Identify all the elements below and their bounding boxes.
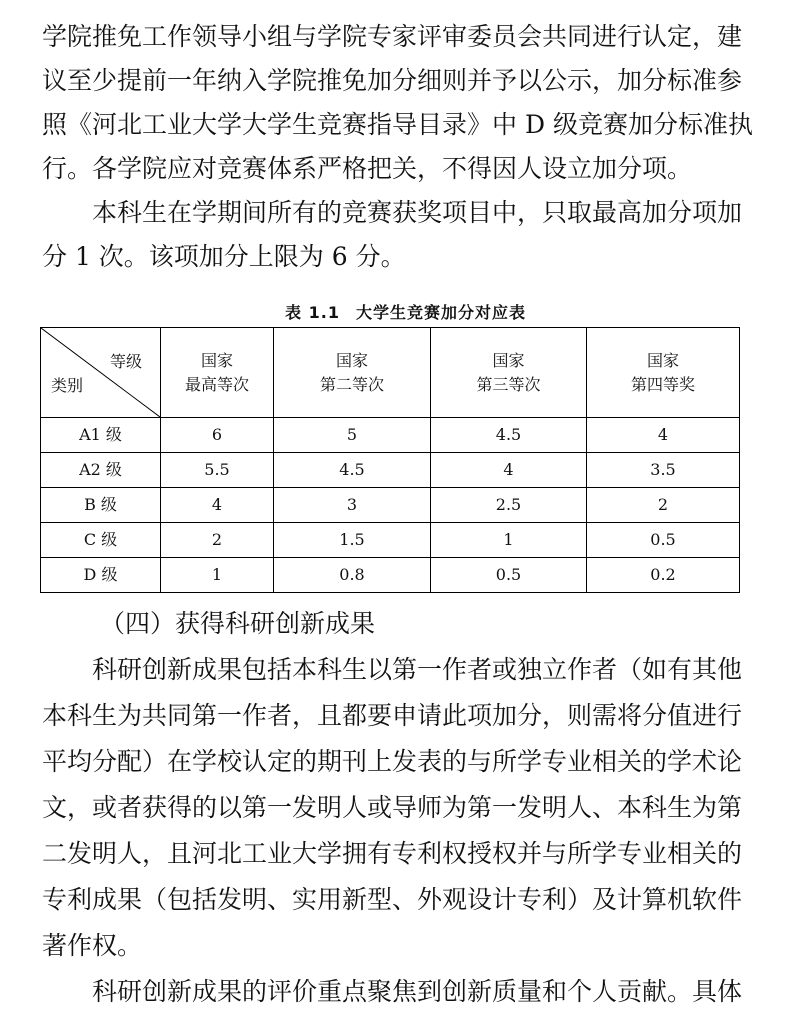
competition-score-table — [40, 327, 740, 593]
table-cell: 2 — [161, 523, 274, 558]
column-header-4 — [587, 328, 740, 418]
table-header-row — [41, 328, 740, 418]
paragraph-3-line-2: 本科生为共同第一作者，且都要申请此项加分，则需将分值进行 — [42, 701, 743, 730]
paragraph-1-line-2: 议至少提前一年纳入学院推免加分细则并予以公示，加分标准参 — [42, 66, 743, 95]
table-cell: 2 — [587, 488, 740, 523]
row-category: B 级 — [41, 488, 161, 523]
column-header-3-line-1: 国家 — [492, 350, 525, 370]
column-header-4-line-1: 国家 — [646, 350, 679, 370]
table-cell: 1.5 — [274, 523, 431, 558]
table-cell: 5 — [274, 418, 431, 453]
table-row — [41, 418, 740, 453]
table-cell: 0.2 — [587, 558, 740, 593]
table-cell: 0.8 — [274, 558, 431, 593]
table-cell: 4.5 — [274, 453, 431, 488]
column-header-3 — [431, 328, 587, 418]
paragraph-3-line-1: 科研创新成果包括本科生以第一作者或独立作者（如有其他 — [92, 655, 743, 684]
column-header-1-line-1: 国家 — [200, 350, 233, 370]
table-corner-cell — [41, 328, 161, 418]
row-category: D 级 — [41, 558, 161, 593]
table-cell: 2.5 — [431, 488, 587, 523]
table-cell: 4.5 — [431, 418, 587, 453]
paragraph-1-line-1: 学院推免工作领导小组与学院专家评审委员会共同进行认定，建 — [42, 22, 743, 51]
table-cell: 3 — [274, 488, 431, 523]
corner-grade-label: 等级 — [109, 352, 142, 371]
diagonal-divider — [41, 328, 160, 417]
paragraph-4-line-1: 科研创新成果的评价重点聚焦到创新质量和个人贡献。具体 — [92, 977, 743, 1006]
section-heading: （四）获得科研创新成果 — [100, 609, 376, 638]
row-category: A2 级 — [41, 453, 161, 488]
table-caption — [0, 300, 811, 323]
table-row — [41, 453, 740, 488]
column-header-2 — [274, 328, 431, 418]
paragraph-1-line-3: 照《河北工业大学大学生竞赛指导目录》中 D 级竞赛加分标准执 — [42, 110, 753, 139]
row-category: C 级 — [41, 523, 161, 558]
table-cell: 5.5 — [161, 453, 274, 488]
row-category: A1 级 — [41, 418, 161, 453]
table-cell: 1 — [161, 558, 274, 593]
column-header-3-line-2: 第三等次 — [476, 374, 541, 394]
paragraph-1-line-4: 行。各学院应对竞赛体系严格把关，不得因人设立加分项。 — [42, 154, 693, 183]
column-header-1 — [161, 328, 274, 418]
paragraph-2-line-1: 本科生在学期间所有的竞赛获奖项目中，只取最高加分项加 — [92, 198, 743, 227]
column-header-2-line-2: 第二等次 — [319, 374, 384, 394]
table-caption-number: 表 1.1 — [285, 303, 340, 322]
table-cell: 4 — [431, 453, 587, 488]
column-header-4-line-2: 第四等奖 — [630, 374, 695, 394]
paragraph-3-line-3: 平均分配）在学校认定的期刊上发表的与所学专业相关的学术论 — [42, 747, 743, 776]
table-cell: 0.5 — [587, 523, 740, 558]
table-cell: 1 — [431, 523, 587, 558]
table-cell: 4 — [161, 488, 274, 523]
paragraph-3-line-7: 著作权。 — [42, 931, 143, 960]
table-row — [41, 488, 740, 523]
paragraph-3-line-4: 文，或者获得的以第一发明人或导师为第一发明人、本科生为第 — [42, 793, 743, 822]
table-cell: 6 — [161, 418, 274, 453]
table-cell: 3.5 — [587, 453, 740, 488]
paragraph-3-line-5: 二发明人，且河北工业大学拥有专利权授权并与所学专业相关的 — [42, 839, 743, 868]
table-cell: 0.5 — [431, 558, 587, 593]
corner-kind-label: 类别 — [51, 376, 84, 395]
column-header-2-line-1: 国家 — [335, 350, 368, 370]
table-row — [41, 558, 740, 593]
paragraph-3-line-6: 专利成果（包括发明、实用新型、外观设计专利）及计算机软件 — [42, 885, 743, 914]
table-cell: 4 — [587, 418, 740, 453]
table-row — [41, 523, 740, 558]
table-caption-title: 大学生竞赛加分对应表 — [355, 303, 526, 322]
column-header-1-line-2: 最高等次 — [184, 374, 249, 394]
paragraph-2-line-2: 分 1 次。该项加分上限为 6 分。 — [42, 242, 406, 271]
